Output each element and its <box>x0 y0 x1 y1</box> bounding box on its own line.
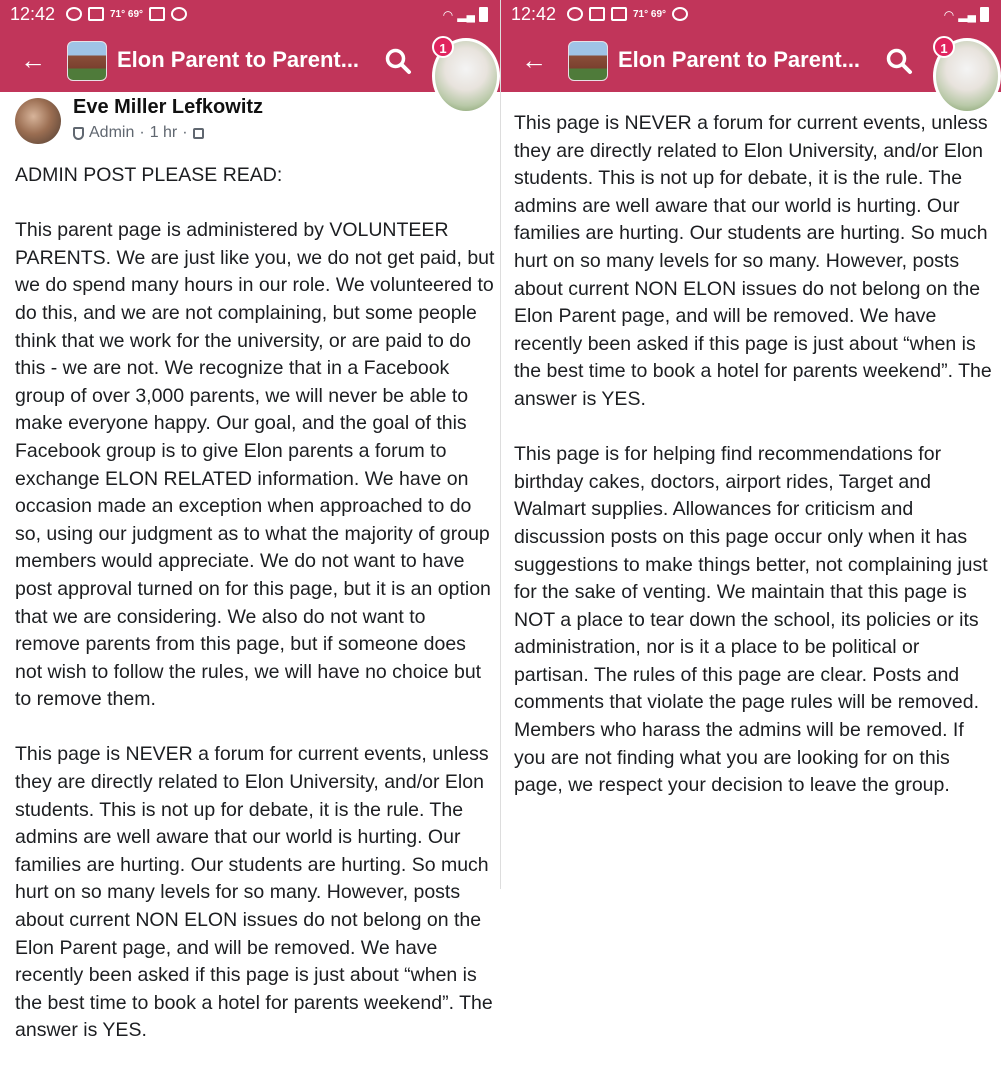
battery-icon <box>479 7 488 22</box>
group-thumbnail[interactable] <box>67 41 107 81</box>
signal-icon: ▂▄ <box>958 7 976 22</box>
app-bar <box>501 30 1001 92</box>
back-arrow-icon[interactable]: ← <box>521 45 547 75</box>
post-body <box>15 162 495 1073</box>
author-name[interactable]: Eve Miller Lefkowitz <box>73 96 264 118</box>
group-thumbnail[interactable] <box>568 41 608 81</box>
battery-icon <box>980 7 989 22</box>
search-icon[interactable] <box>886 48 912 74</box>
image-icon <box>149 7 165 21</box>
system-icons <box>443 7 488 22</box>
meta-separator: · <box>139 124 145 141</box>
notification-badge: 1 <box>432 36 454 58</box>
post-body <box>514 110 994 827</box>
group-privacy-icon <box>193 128 204 139</box>
post-time[interactable]: 1 hr <box>149 124 178 141</box>
post-paragraph: This page is for helping find recommendations for birthday cakes, doctors, airport rides, Target and Walmart supplies. Allowances for criticism and discussion posts on this page occur only when it has suggestions to make things better, not complaining just for the sake of venting. We maintain that this page is NOT a place to tear down the school, its policies or its administration, nor is it a place to be political or partisan. The rules of this page are clear. Posts and comments that violate the page rules will be removed. Members who harass the admins will be removed. If you are not finding what you are looking for on this page, we respect your decision to leave the group. <box>514 443 988 797</box>
post-paragraph: This page is NEVER a forum for current events, unless they are directly related to Elon University, and/or Elon students. This is not up for debate, it is the rule. The admins are well aware that our world is hurting. Our families are hurting. Our students are hurting. So much hurt on so many levels for so many. However, posts about current NON ELON issues do not belong on the Elon Parent page, and will be removed. We have recently been asked if this page is just about “when is the best time to book a hotel for parents weekend”. The answer is YES. <box>514 112 992 410</box>
messenger-icon <box>672 7 688 21</box>
author-role: Admin <box>89 124 135 141</box>
post-paragraph: ADMIN POST PLEASE READ: <box>15 164 283 186</box>
status-bar <box>0 0 500 30</box>
notification-badge: 1 <box>933 36 955 58</box>
mail-icon <box>589 7 605 21</box>
messenger-icon <box>66 7 82 21</box>
back-arrow-icon[interactable]: ← <box>20 45 46 75</box>
status-time: 12:42 <box>511 4 557 24</box>
post-meta <box>73 124 204 142</box>
system-icons <box>944 7 989 22</box>
wifi-icon: ◠ <box>442 7 454 22</box>
status-notifications <box>567 7 688 21</box>
signal-icon: ▂▄ <box>457 7 475 22</box>
group-title[interactable]: Elon Parent to Parent... <box>117 47 360 72</box>
screenshot-right <box>500 0 1000 889</box>
meta-separator: · <box>182 124 188 141</box>
status-notifications <box>66 7 187 21</box>
admin-shield-icon <box>73 127 84 140</box>
search-icon[interactable] <box>385 48 411 74</box>
mail-icon <box>88 7 104 21</box>
screenshot-left <box>0 0 500 1042</box>
status-bar <box>501 0 1001 30</box>
status-time: 12:42 <box>10 4 56 24</box>
post-paragraph: This page is NEVER a forum for current events, unless they are directly related to Elon University, and/or Elon students. This is not up for debate, it is the rule. The admins are well aware that our world is hurting. Our families are hurting. Our students are hurting. So much hurt on so many levels for so many. However, posts about current NON ELON issues do not belong on the Elon Parent page, and will be removed. We have recently been asked if this page is just about “when is the best time to book a hotel for parents weekend”. The answer is YES. <box>15 743 493 1042</box>
app-bar <box>0 30 500 92</box>
messenger-icon <box>171 7 187 21</box>
status-temperature: 71° 69° <box>110 8 144 20</box>
status-temperature: 71° 69° <box>633 8 667 20</box>
post-paragraph: This parent page is administered by VOLUNTEER PARENTS. We are just like you, we do not get paid, but we do spend many hours in our role. We volunteered to do this, and we are not complaining, but some people think that we work for the university, or are paid to do this - we are not. We recognize that in a Facebook group of over 3,000 parents, we will never be able to make everyone happy. Our goal, and the goal of this Facebook group is to give Elon parents a forum to exchange ELON RELATED information. We have on occasion made an exception when approached to do so, using our judgment as to what the majority of group members would appreciate. We do not want to have post approval turned on for this page, but it is an option that we are considering. We also do not want to remove parents from this page, but if someone does not wish to follow the rules, we will have no choice but to remove them. <box>15 219 495 711</box>
messenger-icon <box>567 7 583 21</box>
group-title[interactable]: Elon Parent to Parent... <box>618 47 861 72</box>
wifi-icon: ◠ <box>943 7 955 22</box>
author-avatar[interactable] <box>15 98 61 144</box>
image-icon <box>611 7 627 21</box>
